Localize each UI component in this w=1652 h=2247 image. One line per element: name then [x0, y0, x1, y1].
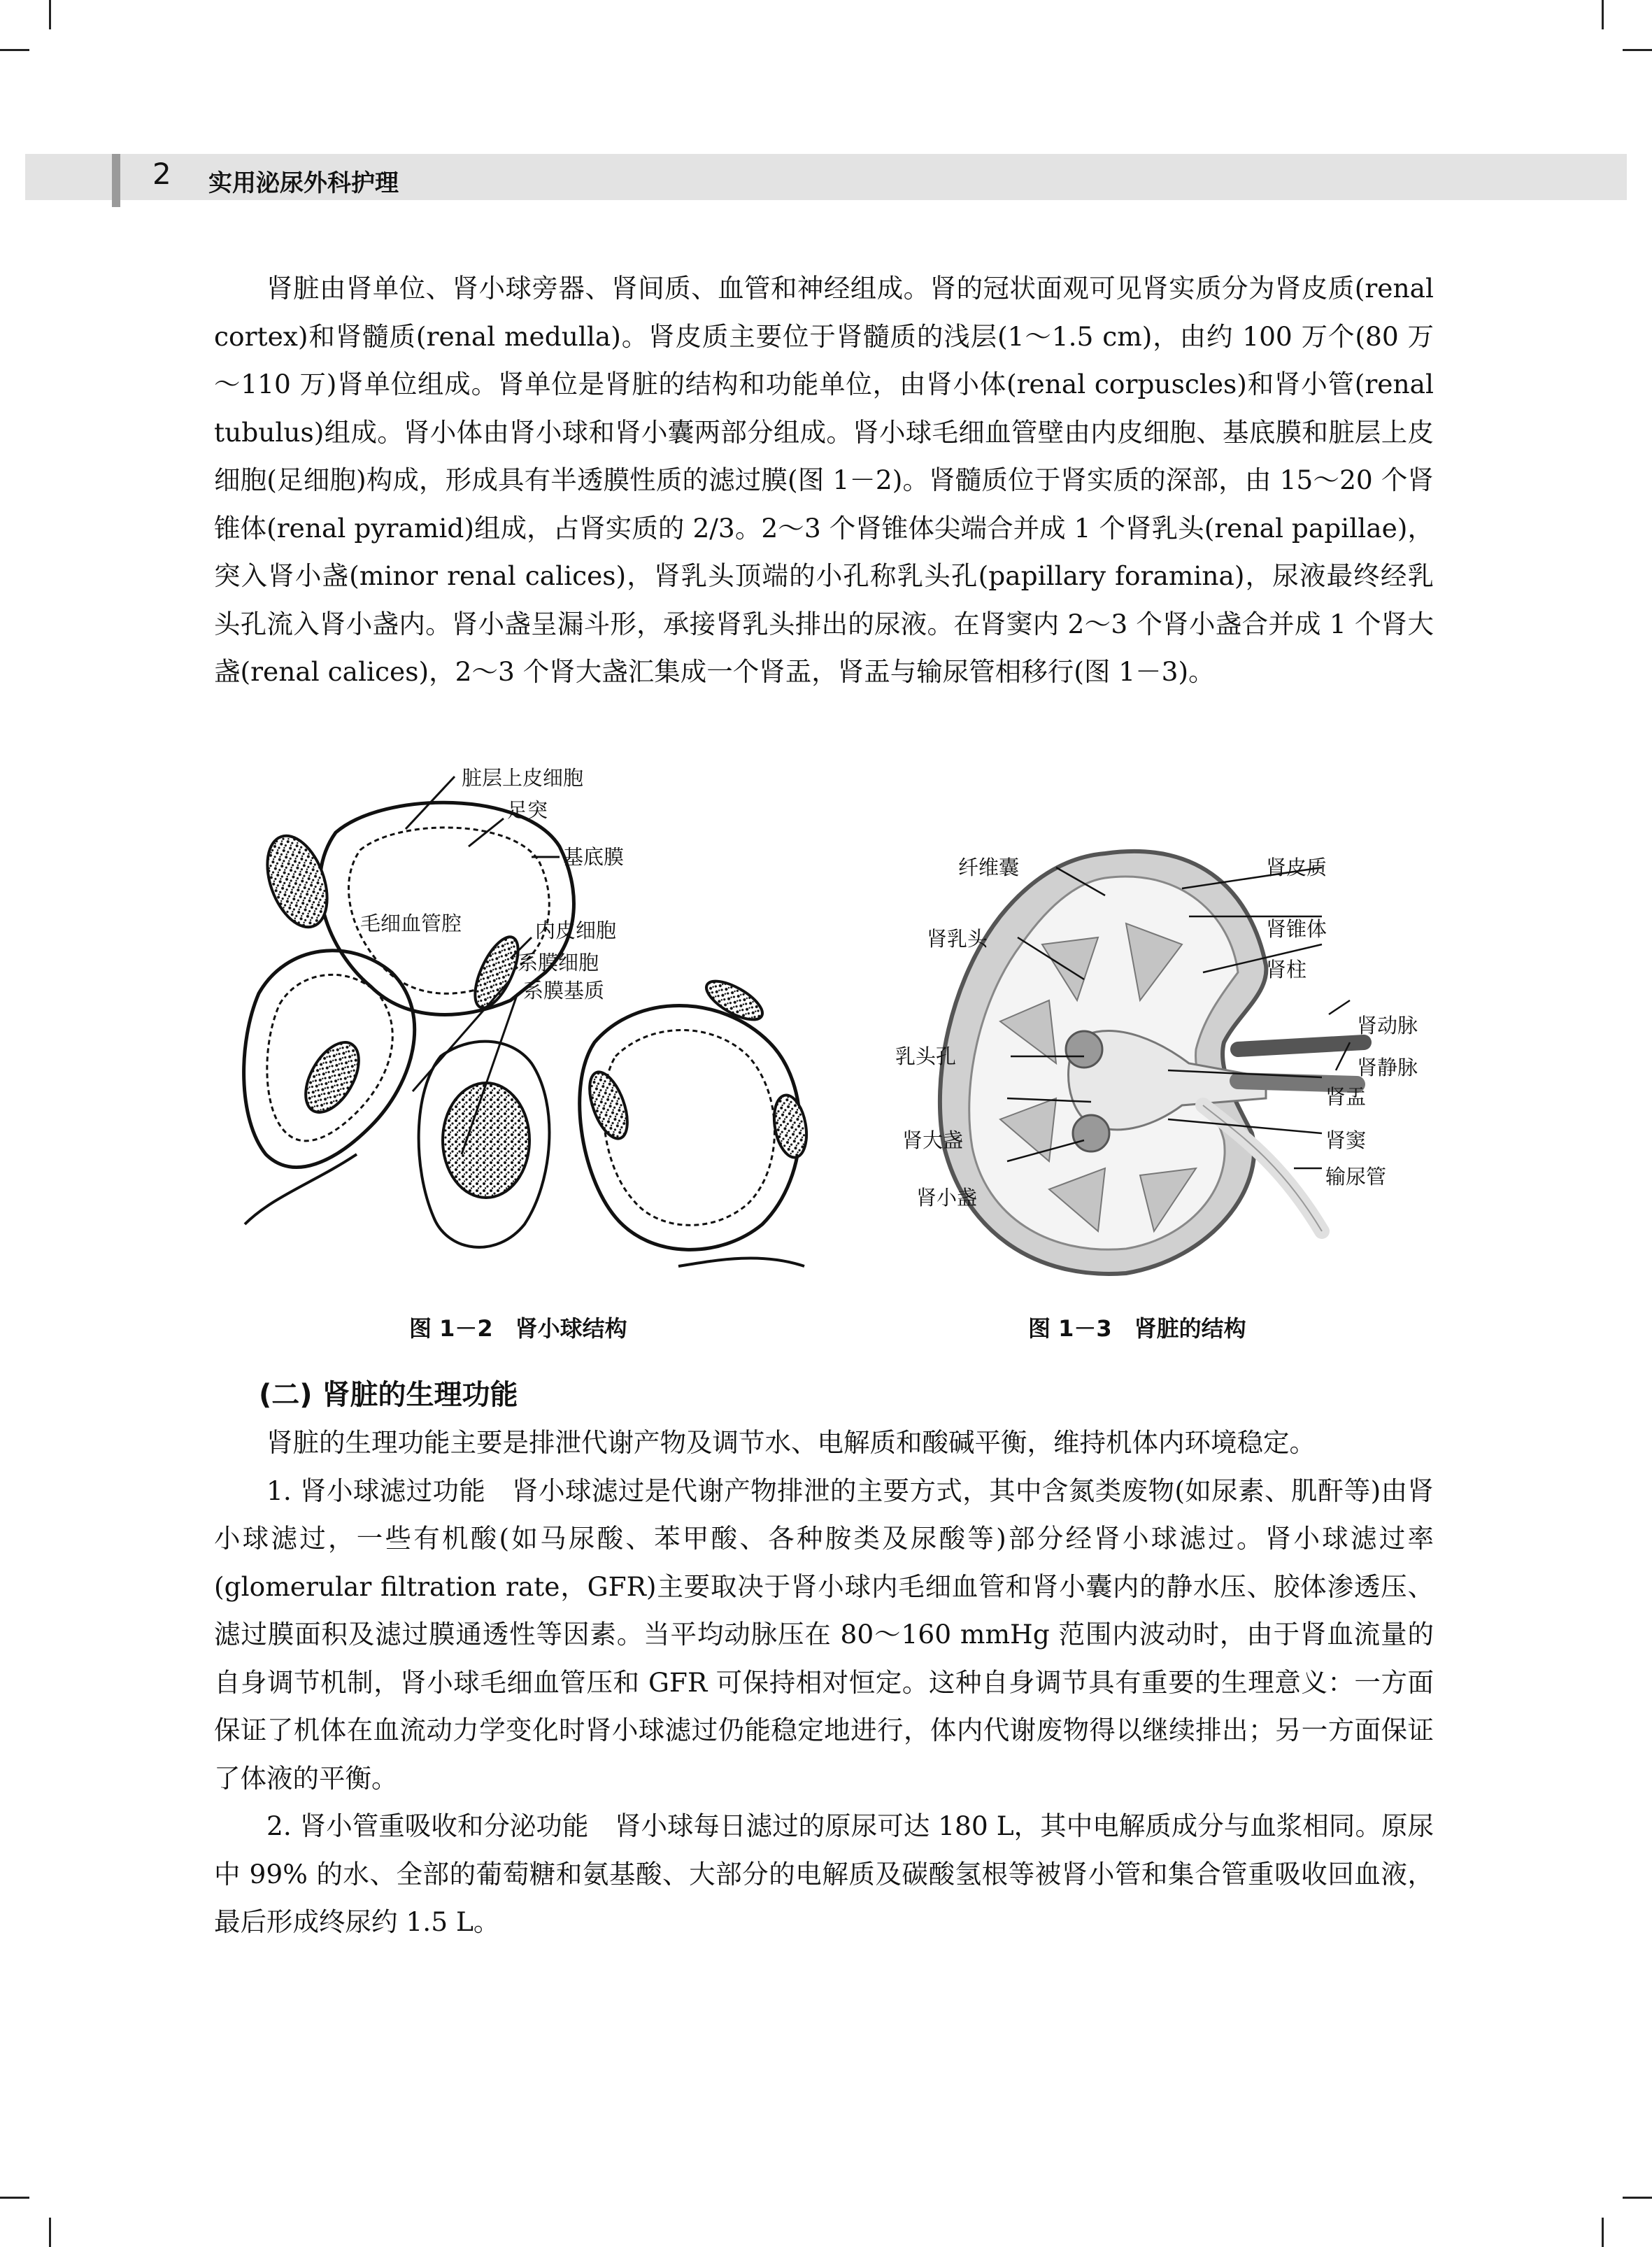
crop-mark-top-right-h — [1623, 49, 1652, 51]
label-mesangial-cell: 系膜细胞 — [518, 951, 599, 974]
glomerulus-drawing — [244, 802, 804, 1266]
page-number: 2 — [152, 157, 171, 191]
run-in-heading-filtration: 1. 肾小球滤过功能 — [266, 1475, 486, 1506]
figure-1-2-caption: 图 1－2 肾小球结构 — [409, 1315, 627, 1342]
section-heading: (二) 肾脏的生理功能 — [259, 1379, 518, 1411]
renal-artery-vessel — [1238, 1042, 1364, 1049]
crop-mark-top-right-v — [1602, 0, 1604, 29]
paragraph-physiology-overview: 肾脏的生理功能主要是排泄代谢产物及调节水、电解质和酸碱平衡，维持机体内环境稳定。 — [266, 1427, 1316, 1458]
kidney-drawing — [940, 851, 1367, 1274]
book-title: 实用泌尿外科护理 — [208, 169, 399, 197]
crop-mark-bottom-left-v — [49, 2218, 51, 2247]
label-mesangial-matrix: 系膜基质 — [523, 979, 605, 1002]
label-renal-column: 肾柱 — [1266, 958, 1307, 981]
label-renal-papilla: 肾乳头 — [927, 927, 988, 951]
label-minor-calyx: 肾小盏 — [916, 1186, 978, 1210]
label-renal-vein: 肾静脉 — [1357, 1056, 1418, 1079]
paragraph-kidney-structure: 肾脏由肾单位、肾小球旁器、肾间质、血管和神经组成。肾的冠状面观可见肾实质分为肾皮质(renal cortex)和肾髓质(renal medulla)。肾皮质主要位于肾髓质的浅层(1～1.5 cm)，由约 100 万个(80 万～110 万)肾单位组成。肾单位是肾脏的结构和功能单位，由肾小体(renal corpuscles)和肾小管(renal tubulus)组成。肾小体由肾小球和肾小囊两部分组成。肾小球毛细血管壁由内皮细胞、基底膜和脏层上皮细胞(足细胞)构成，形成具有半透膜性质的滤过膜(图 1－2)。肾髓质位于肾实质的深部，由 15～20 个肾锥体(renal pyramid)组成，占肾实质的 2/3。2～3 个肾锥体尖端合并成 1 个肾乳头(renal papillae)，突入肾小盏(minor renal calices)，肾乳头顶端的小孔称乳头孔(papillary foramina)，尿液最终经乳头孔流入肾小盏内。肾小盏呈漏斗形，承接肾乳头排出的尿液。在肾窦内 2～3 个肾小盏合并成 1 个肾大盏(renal calices)，2～3 个肾大盏汇集成一个肾盂，肾盂与输尿管相移行(图 1－3)。 — [214, 273, 1434, 687]
label-renal-pyramid: 肾锥体 — [1266, 917, 1327, 941]
label-ureter: 输尿管 — [1325, 1165, 1387, 1189]
label-visceral-epithelium: 脏层上皮细胞 — [462, 766, 584, 790]
physiology-text-block — [214, 1419, 1434, 1946]
crop-mark-bottom-right-h — [1623, 2197, 1652, 2199]
label-renal-cortex: 肾皮质 — [1266, 856, 1327, 879]
crop-mark-bottom-right-v — [1602, 2218, 1604, 2247]
label-renal-pelvis: 肾盂 — [1325, 1085, 1367, 1109]
label-fibrous-capsule: 纤维囊 — [958, 856, 1020, 879]
figure-glomerulus — [231, 763, 860, 1294]
renal-vein-vessel — [1238, 1081, 1357, 1084]
label-renal-sinus: 肾窦 — [1325, 1128, 1367, 1152]
label-papillary-foramen: 乳头孔 — [895, 1044, 957, 1068]
crop-mark-top-left-h — [0, 49, 29, 51]
cell-nuclei — [256, 828, 811, 1198]
figure-1-3-caption: 图 1－3 肾脏的结构 — [1028, 1315, 1246, 1342]
intro-text-block — [214, 264, 1434, 696]
run-in-heading-reabsorption: 2. 肾小管重吸收和分泌功能 — [266, 1810, 589, 1841]
filtration-body: 肾小球滤过是代谢产物排泄的主要方式，其中含氮类废物(如尿素、肌酐等)由肾小球滤过，一些有机酸(如马尿酸、苯甲酸、各种胺类及尿酸等)部分经肾小球滤过。肾小球滤过率(glomerular filtration rate，GFR)主要取决于肾小球内毛细血管和肾小囊内的静水压、胶体渗透压、滤过膜面积及滤过膜通透性等因素。当平均动脉压在 80～160 mmHg 范围内波动时，由于肾血流量的自身调节机制，肾小球毛细血管压和 GFR 可保持相对恒定。这种自身调节具有重要的生理意义：一方面保证了机体在血流动力学变化时肾小球滤过仍能稳定地进行，体内代谢废物得以继续排出；另一方面保证了体液的平衡。 — [214, 1475, 1434, 1794]
crop-mark-top-left-v — [49, 0, 51, 29]
label-basement-membrane: 基底膜 — [563, 845, 625, 869]
label-endothelial-cell: 内皮细胞 — [535, 919, 617, 942]
label-foot-process: 足突 — [507, 798, 548, 822]
label-renal-artery: 肾动脉 — [1357, 1014, 1418, 1037]
label-major-calyx: 肾大盏 — [902, 1128, 964, 1152]
crop-mark-bottom-left-h — [0, 2197, 29, 2199]
reabsorption-body: 肾小球每日滤过的原尿可达 180 L，其中电解质成分与血浆相同。原尿中 99% 的水、全部的葡萄糖和氨基酸、大部分的电解质及碳酸氢根等被肾小管和集合管重吸收回血液，最后形成终尿约 1.5 L。 — [214, 1810, 1434, 1937]
running-header-divider — [112, 154, 120, 207]
paragraph-glomerular-filtration — [214, 1467, 1434, 1803]
label-capillary-lumen: 毛细血管腔 — [360, 912, 462, 935]
paragraph-tubular-reabsorption — [214, 1802, 1434, 1946]
figure-kidney — [874, 839, 1448, 1287]
